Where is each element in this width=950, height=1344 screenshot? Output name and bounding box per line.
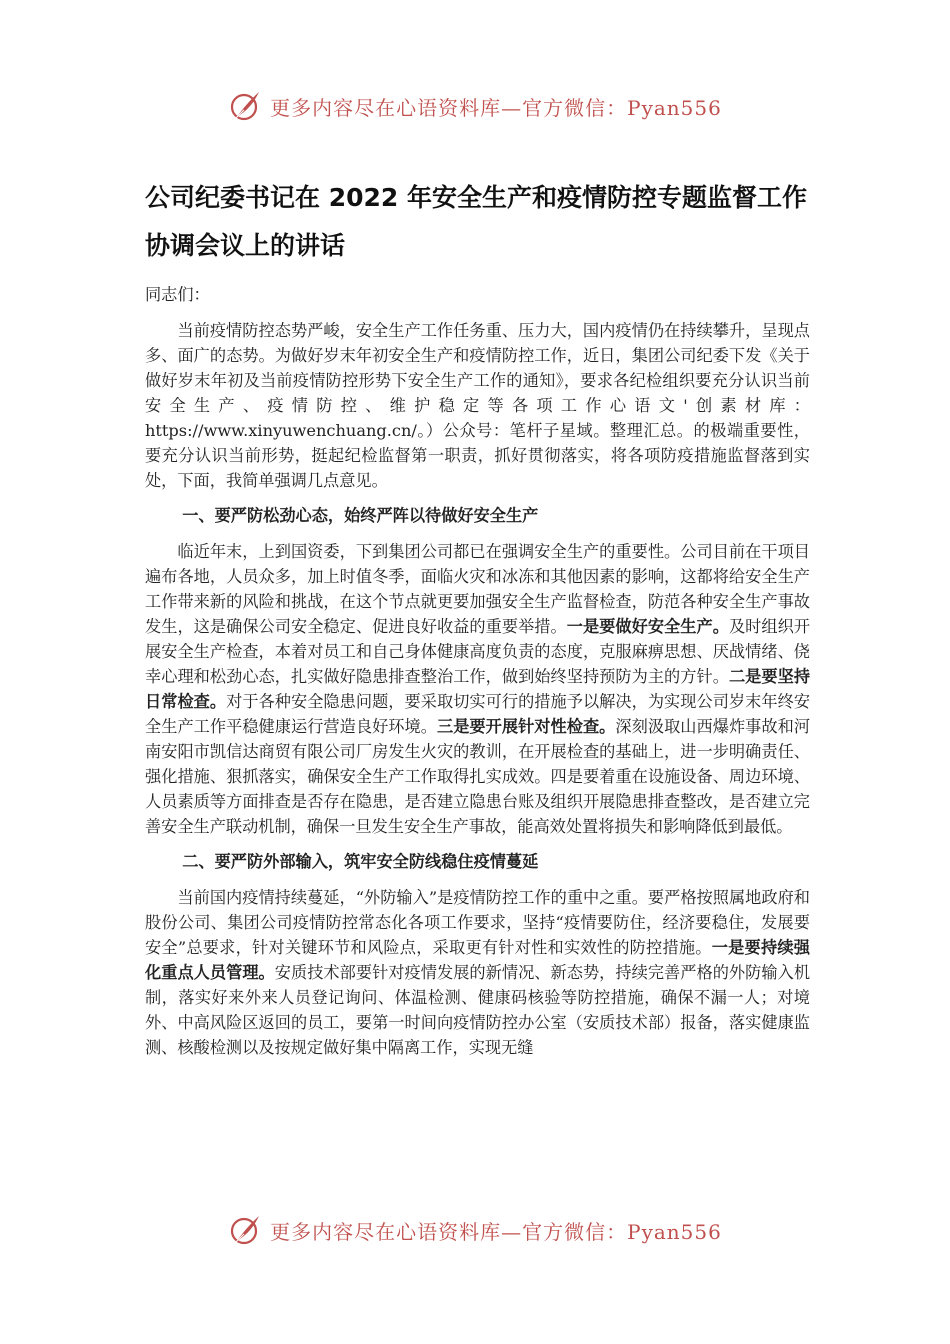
- paragraph-safety: [145, 539, 810, 839]
- footer-banner[interactable]: [0, 1208, 950, 1252]
- sentence: 及时组织开展安全生产检查，本着对员工和自己身体健康高度负责的态度，克服麻痹思想、厌战情绪、侥幸心理和松劲心态，扎实做好隐患排查整治工作，做到始终坚持预防为主的方针。: [145, 617, 811, 686]
- quill-logo-icon: [228, 1212, 264, 1248]
- section-heading-1: 一、要严防松劲心态，始终严阵以待做好安全生产: [182, 506, 539, 525]
- paragraph-epidemic: [145, 885, 810, 1060]
- quill-logo-icon: [228, 88, 264, 124]
- document-body: [145, 282, 810, 1060]
- header-banner[interactable]: [0, 84, 950, 128]
- banner-text: 更多内容尽在心语资料库—官方微信：Pyan556: [270, 95, 722, 120]
- sentence: 深刻汲取山西爆炸事故和河南安阳市凯信达商贸有限公司厂房发生火灾的教训，在开展检查的基础上，进一步明确责任、强化措施、狠抓落实，确保安全生产工作取得扎实成效。四是要着重在设施设备、周边环境、人员素质等方面排查是否存在隐患，是否建立隐患台账及组织开展隐患排查整改，是否建立完善安全生产联动机制，确保一旦发生安全生产事故，能高效处置将损失和影响降低到最低。: [145, 717, 811, 836]
- bold-point: 一是要做好安全生产。: [566, 617, 729, 636]
- section-heading-2: 二、要严防外部输入，筑牢安全防线稳住疫情蔓延: [182, 852, 539, 871]
- sentence: 对于各种安全隐患问题，要采取切实可行的措施予以解决，为实现公司岁末年终安全生产工作平稳健康运行营造良好环境。: [145, 692, 811, 736]
- bold-point: 二是要坚持日常检查。: [145, 667, 811, 711]
- page-title: 公司纪委书记在 2022 年安全生产和疫情防控专题监督工作协调会议上的讲话: [145, 183, 807, 260]
- paragraph-intro: 当前疫情防控态势严峻，安全生产工作任务重、压力大，国内疫情仍在持续攀升，呈现点多、面广的态势。为做好岁末年初安全生产和疫情防控工作，近日，集团公司纪委下发《关于做好岁末年初及当前疫情防控形势下安全生产工作的通知》，要求各纪检组织要充分认识当前安全生产、疫情防控、维护稳定等各项工作心语文'创素材库：https://www.xinyuwenchuang.cn/。）公众号：笔杆子星域。整理汇总。的极端重要性，要充分认识当前形势，挺起纪检监督第一职责，抓好贯彻落实，将各项防疫措施监督落到实处，下面，我简单强调几点意见。: [145, 321, 810, 490]
- bold-point: 三是要开展针对性检查。: [436, 717, 616, 736]
- sentence: 当前国内疫情持续蔓延，“外防输入”是疫情防控工作的重中之重。要严格按照属地政府和股份公司、集团公司疫情防控常态化各项工作要求，坚持“疫情要防住，经济要稳住，发展要安全”总要求，针对关键环节和风险点，采取更有针对性和实效性的防控措施。: [145, 888, 810, 957]
- greeting: 同志们：: [145, 285, 210, 304]
- bold-point: 一是要持续强化重点人员管理。: [145, 938, 810, 982]
- sentence: 临近年末，上到国资委，下到集团公司都已在强调安全生产的重要性。公司目前在干项目遍布各地，人员众多，加上时值冬季，面临火灾和冰冻和其他因素的影响，这都将给安全生产工作带来新的风险和挑战，在这个节点就更要加强安全生产监督检查，防范各种安全生产事故发生，这是确保公司安全稳定、促进良好收益的重要举措。: [145, 542, 810, 636]
- banner-text: 更多内容尽在心语资料库—官方微信：Pyan556: [270, 1219, 722, 1244]
- sentence: 安质技术部要针对疫情发展的新情况、新态势，持续完善严格的外防输入机制，落实好来外来人员登记询问、体温检测、健康码核验等防控措施，确保不漏一人；对境外、中高风险区返回的员工，要第一时间向疫情防控办公室（安质技术部）报备，落实健康监测、核酸检测以及按规定做好集中隔离工作，实现无缝: [145, 963, 811, 1057]
